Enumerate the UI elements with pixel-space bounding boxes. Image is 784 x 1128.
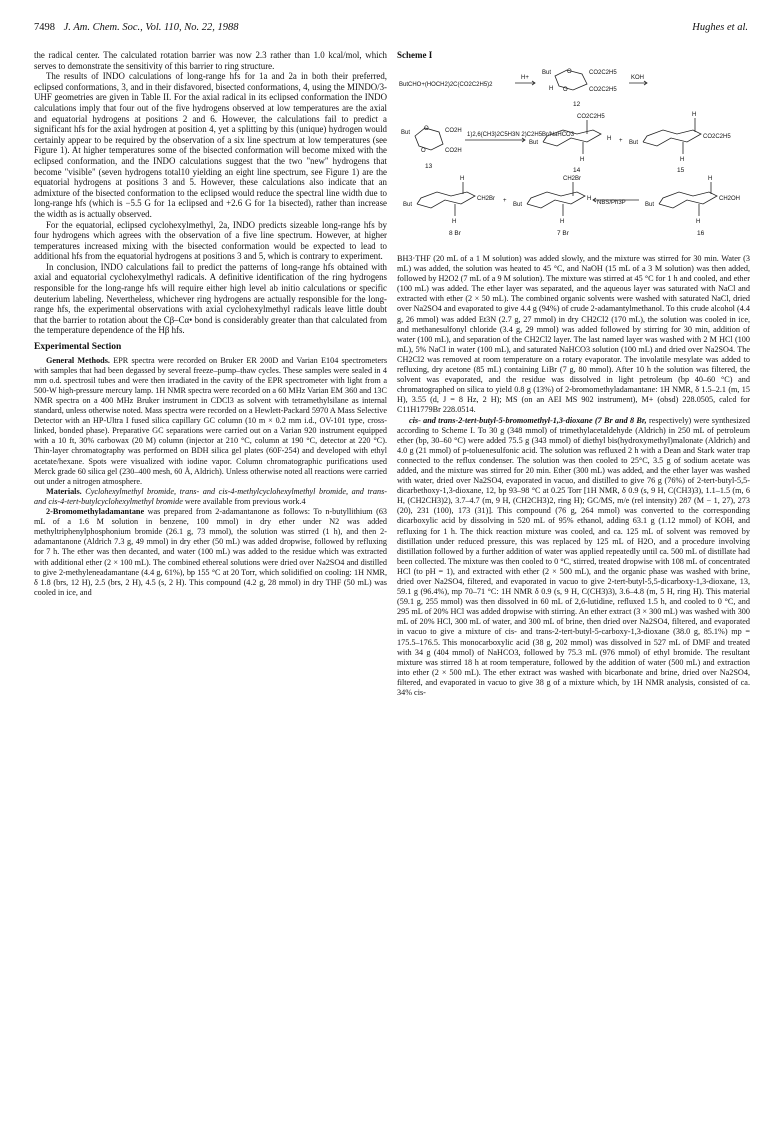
compound-label-15: 15 <box>677 167 685 174</box>
ring-8br <box>417 192 475 208</box>
adamantane-paragraph <box>34 507 387 598</box>
arrow-label: 1)2,6(CH3)2C5H3N 2)C2H5Br/NaHCO3 <box>467 132 575 138</box>
group-but: But <box>403 202 413 208</box>
compound-label-8br: 8 Br <box>449 230 461 237</box>
cis-trans-paragraph <box>397 416 750 699</box>
adamantane-continued-paragraph: BH3·THF (20 mL of a 1 M solution) was added slowly, and the mixture was stirred for 30 min. Water (3 mL) was added, the solution was heated to 45 °C, and NaOH (15 mL of a 3 M solution) was then added, followed by H2O2 (7 mL of a 9 M solution). The mixture was stirred at 45 °C for 1 h and cooled, and ether (100 mL) was added. The ether layer was separated, and the aqueous layer was saturated with NaCl and extracted with ether (2 × 50 mL). The combined organic solvents were washed with saturated NaCl, dried over Na2SO4 and evaporated to give 4.4 g (94%) of crude 2-adamantylmethanol. To this crude alcohol (4.4 g, 26 mmol) was added Et3N (2.7 g, 27 mmol) in dry CH2Cl2 (170 mL), the solution was cooled in ice, and methanesulfonyl chloride (3.4 g, 29 mmol) was added followed by stirring for 30 min, addition of water (100 mL), and separation of the CH2Cl2 layer. The last named layer was washed with 2 M HCl (100 mL), 5% NaCl in water (100 mL), and saturated NaHCO3 solution (100 mL) and dried over Na2SO4. The CH2Cl2 was removed at room temperature on a rotary evaporator. The involatile mesylate was added to refluxing, dry acetone (85 mL) containing LiBr (7 g, 80 mmol). After 10 h the solution was filtered, the solvent was evaporated, and the residue was dissolved in light petroleum (bp 40–60 °C) and chromatographed on silica to yield 0.8 g (13%) of 2-bromomethyladamantane: 1H NMR, δ 1.5–2.1 (m, 15 H), 3.55 (d, J = 8 Hz, 2 H); MS (on an AEI MS 902 instrument), M+ (obsd) 228.0505, calcd for C11H1779Br 228.0514. <box>397 254 750 415</box>
reagent-text: ButCHO+(HOCH2)2C(CO2C2H5)2 <box>399 82 493 88</box>
compound-label-7br: 7 Br <box>557 230 569 237</box>
group-but: But <box>542 70 552 76</box>
compound-label-14: 14 <box>573 167 581 174</box>
materials-text: were available from previous work.4 <box>184 496 306 506</box>
cis-trans-text: respectively) were synthesized according to Scheme I. To 30 g (348 mmol) of trimethylacetaldehyde (Aldrich) in 250 mL of petroleum ether (bp, 30–60 °C) were added 75.5 g (343 mmol) of diethyl bis(hydroxymethyl)malonate (Aldrich) and 4.0 g (21 mmol) of p-toluenesulfonic acid. The solution was refluxed 2 h with a Dean and Stark water trap connected to the reflux condenser. The solution was then cooled to 25°C, 3.5 g of sodium acetate was added, and the mixture was stirred for 20 min. Ether (300 mL) was added, and the ether layer was washed with water, dried over Na2SO4, evaporated in vacuo, and distilled to give 76 g (76%) of 2-tert-butyl-5,5-dicarbethoxy-1,3-dioxane, 12, bp 93–98 °C at 0.25 Torr [1H NMR, δ 0.9 (s, 9 H, C(CH3)3), 1.1–1.5 (m, 6 H, (CH2CH3)2), 3.7–4.7 (m, 9 H, (CH2CH3)2, ring H); GC/MS, m/e (rel intensity) 287 (M − 1, 27), 273 (20), 231 (100), 173 (31)]. This compound (76 g, 264 mmol) was converted to the corresponding dicarboxylic acid by dissolving in 520 mL of 95% ethanol, adding 63.1 g (1.12 mmol) of KOH, and refluxing for 1 h. The thick reaction mixture was cooled, and ca. 125 mL of solvent was removed by distillation under reduced pressure, this was replaced by 125 mL of H2O, and a procedure involving distillation followed by a further addition of water was applied repeatedly until ca. 500 mL of distillate had been collected. The mixture was then cooled to 0 °C, stirred, treated dropwise with 108 mL of concentrated HCl (to pH = 1), and extracted with ether (2 × 500 mL), and the organic phase was washed with brine, dried over Na2SO4, filtered, and evaporated in vacuo to give 2-tert-butyl-5,5-dicarboxy-1,3-dioxane, 13, 59.1 g (96.4%), mp 70–71 °C: 1H NMR δ 0.9 (s, 9 H, C(CH3)3), 3.6–4.8 (m, 5 H, ring H). This material (59.1 g, 255 mmol) was then dissolved in 60 mL of 2,6-lutidine, refluxed 1.5 h, and cooled to 0 °C, and 295 mL of 20% HCl was added dropwise with stirring. An ether extract (3 × 300 mL) was washed with 300 mL of 20% HCl, 300 mL of water, and 300 mL of brine, then dried over Na2SO4, filtered, and evaporated in vacuo to give a mixture of cis- and trans-2-tert-butyl-5-carboxy-1,3-dioxane (38.0 g, 85.1%) mp = 175.5–176.5. This monocarboxylic acid (38 g, 202 mmol) was dissolved in 527 mL of DMF and treated with 34 g (404 mmol) of NaHCO3, followed by 75.3 mL (976 mmol) of ethyl bromide. The resultant mixture was stirred 18 h at room temperature, followed by the addition of water (500 mL) and extraction into ether (2 × 500 mL). The ether extract was washed with bicarbonate and brine, dried over Na2SO4, filtered, and evaporated in vacuo to give 38 g of a mixture which, by 1H NMR analysis, consisted of ca. 34% cis- <box>397 415 751 698</box>
journal-citation: J. Am. Chem. Soc., Vol. 110, No. 22, 1988 <box>63 22 239 33</box>
atom-h: H <box>696 219 701 225</box>
arrow-label: NBS/Ph3P <box>597 200 626 206</box>
page-number: 7498 <box>34 22 55 33</box>
group-but: But <box>513 202 523 208</box>
compound-label-16: 16 <box>697 230 705 237</box>
ring-16 <box>659 192 717 208</box>
paragraph: The results of INDO calculations of long-range hfs for 1a and 2a in both their preferred, eclipsed conformations, 3, and in their disfavored, bisected conformations, 4, using the MINDO/3-UHF geometries are given in Table II. For the axial radical in its eclipsed conformation the INDO calculations imply that four out of the five hydrogens observed at low temperatures are the axial and equatorial hydrogens at positions 2 and 6. However, the calculations fail to predict a significant hfs for the axial hydrogen at position 4, yet a splitting by this (unique) hydrogen would certainly appear to be required by the observation of a six line spectrum at low temperatures (see Figure 1). At higher temperatures some of the bisected conformation will become mixed with the eclipsed conformation, and the INDO calculations suggest that the two "new" hydrogens that become "visible" (seven hydrogens total10 yielding an eight line spectrum, see Figure 1) are the equatorial hydrogens at positions 3 and 5. However, these calculations also indicate that an admixture of the bisected conformation to the eclipsed would reduce the spectral line width due to long-range hfs (which is −5.5 G for 1a eclipsed and +2.6 G for 1a bisected), rather than increase the width as is actually observed. <box>34 71 387 219</box>
general-methods-text: EPR spectra were recorded on Bruker ER 200D and Varian E104 spectrometers with samples that had been degassed by several freeze–pump–thaw cycles. These samples were sealed in 4 mm o.d. spectrosil tubes and were then irradiated in the cavity of the EPR spectrometer with light from a 500-W high-pressure mercury lamp. 1H NMR spectra were recorded on a 60 MHz Varian EM 360 and 13C NMR spectra on a 400 MHz Bruker instrument in CDCl3 as solvent with tetramethylsilane as internal standard, unless otherwise noted. Mass spectra were recorded on a Hewlett-Packard 5970 A Mass Selective Detector with an HP-Ultra I fused silica capillary GC column (10 m × 0.2 mm i.d., OV-101 type, cross-linked, bonded phase). Preparative GC separations were carried out on a Varian 920 instrument equipped with a 10 ft, 30% carbowax (20 M) column (injector at 210 °C, column at 190 °C, detector at 220 °C). Thin-layer chromatography was performed on BDH silica gel plates (60F-254) and developed with ethyl acetate/hexane. Spots were visualized with iodine vapor. Column chromatographic purifications used Merck grade 60 silica gel (230–400 mesh, 60 Å, Aldrich). Unless otherwise noted all reactions were carried out under a nitrogen atmosphere. <box>34 355 388 486</box>
atom-o: O <box>421 148 426 154</box>
compound-label-12: 12 <box>573 101 581 108</box>
atom-h: H <box>708 176 713 182</box>
atom-h: H <box>460 176 465 182</box>
arrow-label: H+ <box>521 75 529 81</box>
general-methods-lead: General Methods. <box>46 355 110 365</box>
paragraph: For the equatorial, eclipsed cyclohexylmethyl, 2a, INDO predicts sizeable long-range hfs by four hydrogens which agrees with the observation of a five line spectrum. However, at higher temperatures increased mixing with the bisected conformation would be expected to lead to additional hfs from the equatorial hydrogens at positions 3 and 5, which is contrary to experiment. <box>34 219 387 262</box>
materials-paragraph <box>34 487 387 507</box>
left-column <box>34 50 387 598</box>
atom-h: H <box>607 136 612 142</box>
atom-o: O <box>563 87 568 93</box>
group-but: But <box>401 130 411 136</box>
header-left <box>34 22 239 33</box>
reaction-scheme <box>397 50 750 250</box>
scheme-drawing <box>397 60 750 250</box>
adamantane-lead: 2-Bromomethyladamantane <box>46 507 145 517</box>
cis-trans-lead: cis- and trans-2-tert-butyl-5-bromomethyl-1,3-dioxane (7 Br and 8 Br, <box>409 415 647 425</box>
paragraph: In conclusion, INDO calculations fail to predict the patterns of long-range hfs obtained with axial and equatorial cyclohexylmethyl radicals. A definitive identification of the ring hydrogens responsible for the long-range hfs will require either high level ab initio calculations or specific deuterium labeling. Nevertheless, whichever ring hydrogens are actually responsible for the long-range hfs, the experimental observations with axial cyclohexylmethyl radicals leave little doubt that the barrier to rotation about the Cβ–Cα• bond is considerably greater than that calculated from the temperature dependence of the Hβ hfs. <box>34 261 387 336</box>
materials-lead: Materials. <box>46 486 82 496</box>
atom-h: H <box>692 112 697 118</box>
paragraph: the radical center. The calculated rotation barrier was now 2.3 rather than 1.0 kcal/mol, which serves to demonstrate the sensitivity of this barrier to ring structure. <box>34 50 387 71</box>
ring-7br <box>527 192 585 208</box>
atom-h: H <box>560 219 565 225</box>
section-title: Experimental Section <box>34 342 122 353</box>
right-column <box>397 50 750 698</box>
atom-o: O <box>567 69 572 75</box>
materials-italic: Cyclohexylmethyl bromide, trans- and cis-4-methylcyclohexylmethyl bromide, and trans- and cis-4-tert-butylcyclohexylmethyl bromide <box>34 486 388 506</box>
plus-sign: + <box>503 198 507 204</box>
general-methods-paragraph <box>34 356 387 487</box>
group-co2c2h5: CO2C2H5 <box>577 114 605 120</box>
group-ch2br: CH2Br <box>477 196 496 202</box>
group-co2c2h5: CO2C2H5 <box>703 134 731 140</box>
group-co2c2h5: CO2C2H5 <box>589 87 617 93</box>
adamantane-text: was prepared from 2-adamantanone as follows: To n-butyllithium (63 mL of a 1.6 M solution in benzene, 100 mmol) in dry ether under N2 was added methyltriphenylphosphonium bromide (26.1 g, 73 mmol), the solution was stirred (1 h), and then 2-adamantanone (Aldrich 7.3 g, 49 mmol) in dry ether (50 mL) was added dropwise, followed by refluxing for 7 h. The ether was then decanted, and water (100 mL) was added to the residue which was extracted with additional ether (2 × 100 mL). The combined ethereal solutions were dried over Na2SO4 and distilled to give 2-methyleneadamantane (4.4 g, 61%), bp 155 °C at 20 Torr, which solidified on cooling: 1H NMR, δ 1.8 (brs, 12 H), 2.5 (brs, 2 H), 4.5 (s, 2 H). This compound (4.2 g, 28 mmol) in dry THF (50 mL) was cooled in ice, and <box>34 507 388 597</box>
ring-13 <box>415 128 443 150</box>
scheme-title: Scheme I <box>397 50 433 60</box>
running-header <box>34 22 748 36</box>
atom-h: H <box>549 86 554 92</box>
group-but: But <box>629 140 639 146</box>
header-authors: Hughes et al. <box>692 22 748 33</box>
group-ch2oh: CH2OH <box>719 196 741 202</box>
arrow-label: KOH <box>631 75 645 81</box>
group-co2h: CO2H <box>445 148 462 154</box>
compound-label-13: 13 <box>425 163 433 170</box>
atom-h: H <box>587 196 592 202</box>
group-co2c2h5: CO2C2H5 <box>589 70 617 76</box>
group-co2h: CO2H <box>445 128 462 134</box>
atom-h: H <box>680 157 685 163</box>
atom-h: H <box>580 157 585 163</box>
group-but: But <box>529 140 539 146</box>
atom-o: O <box>424 126 429 132</box>
group-but: But <box>645 202 655 208</box>
atom-h: H <box>452 219 457 225</box>
group-ch2br: CH2Br <box>563 176 582 182</box>
plus-sign: + <box>619 138 623 144</box>
ring-15 <box>643 130 701 146</box>
